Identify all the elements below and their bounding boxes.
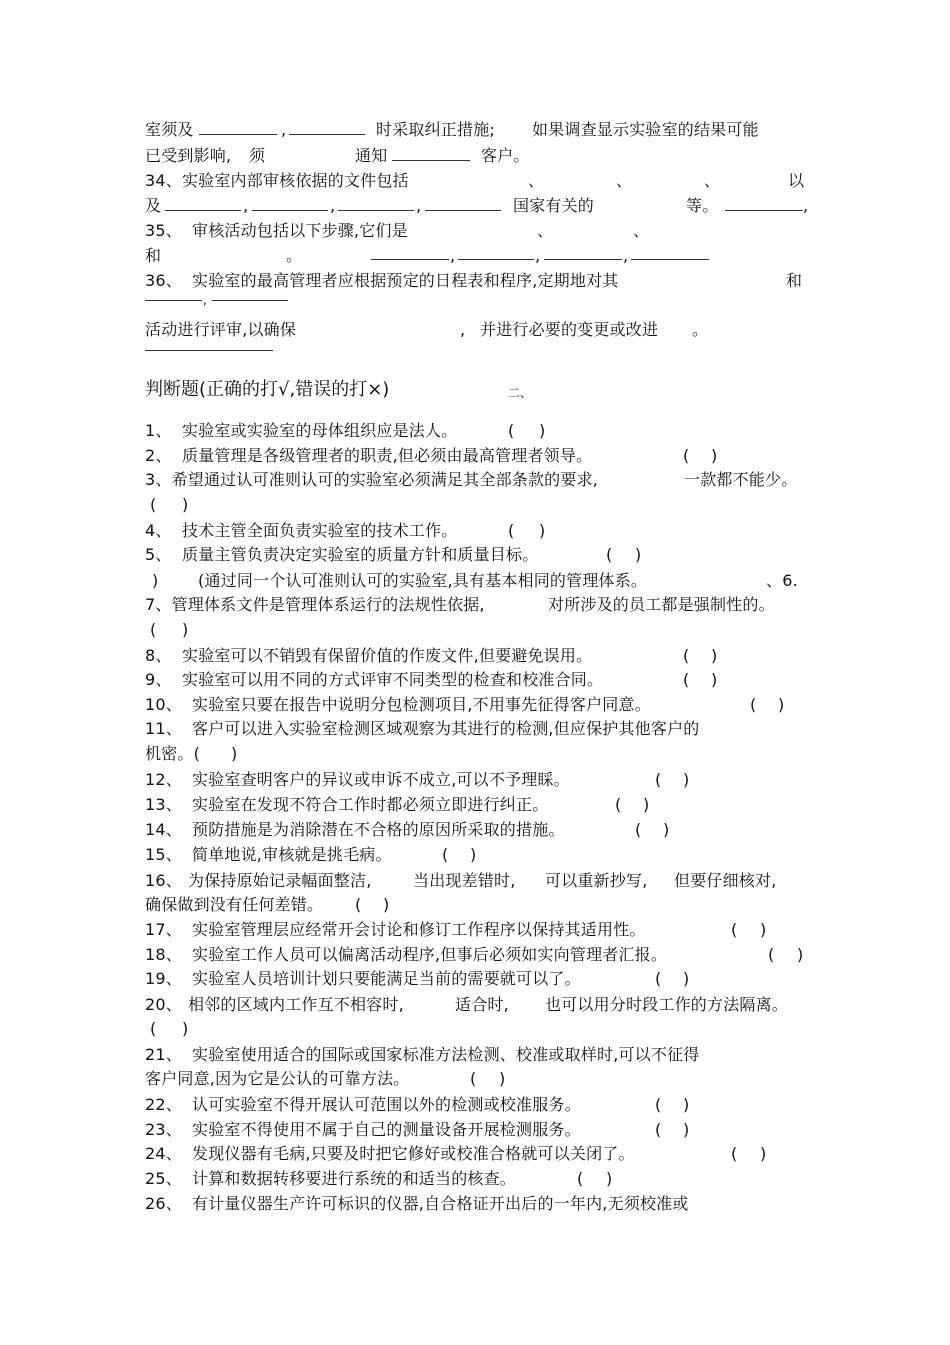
question-text: 但要仔细核对, [674,871,777,890]
blank-line [392,160,470,161]
question-text: 当出现差错时, [413,871,516,890]
question-text: 实验室人员培训计划只要能满足当前的需要就可以了。 [192,969,581,988]
question-number: 9、 [145,670,172,689]
question-number: 21、 [145,1045,182,1064]
text-segment: , [203,293,207,307]
question-34: 34、实验室内部审核依据的文件包括 [145,171,409,190]
question-text: 也可以用分时段工作的方法隔离。 [545,995,789,1014]
question-text: 实验室可以用不同的方式评审不同类型的检查和校准合同。 [182,670,604,689]
question-number: 19、 [145,969,182,988]
answer-paren-close: ) [683,770,690,789]
text-segment: 活动进行评审,以确保 [145,320,297,339]
question-35: 35、 [145,221,182,240]
answer-paren-close: ) [760,1144,767,1163]
answer-paren-close: ) [182,495,189,514]
answer-paren-open: ( [655,969,662,988]
question-text: 机密。( [145,744,201,763]
question-text: 实验室只要在报告中说明分包检测项目,不用事先征得客户同意。 [192,695,651,714]
blank-line [289,134,365,135]
question-text: 为保持原始记录幅面整洁, [188,871,372,890]
section-title: 判断题(正确的打√,错误的打×) [145,379,390,400]
section-number: 二、 [508,386,533,400]
answer-paren-open: ( [655,1095,662,1114]
text-segment: , [460,320,466,339]
text-segment: 、 [537,221,554,240]
text-segment: , [416,196,422,215]
question-number: 16、 [145,871,182,890]
question-text: 实验室管理层应经常开会讨论和修订工作程序以保持其适用性。 [192,920,646,939]
answer-paren-open: ( [615,795,622,814]
blank-line [544,259,622,260]
question-text: 实验室不得使用不属于自己的测量设备开展检测服务。 [192,1120,581,1139]
question-number: 8、 [145,646,172,665]
question-text: 实验室查明客户的异议或申诉不成立,可以不予理睬。 [192,770,570,789]
question-number: 25、 [145,1169,182,1188]
question-text: (通过同一个认可准则认可的实验室,具有基本相同的管理体系。 [198,571,648,590]
answer-paren-close: ) [383,895,390,914]
text-segment: , [535,246,541,265]
blank-line [371,259,449,260]
blank-line [425,210,501,211]
question-number: 17、 [145,920,182,939]
text-segment: 及 [145,196,162,215]
answer-paren-open: ( [355,895,362,914]
question-number: 18、 [145,945,182,964]
text-segment: 客户。 [481,146,530,165]
answer-paren-open: ( [655,1120,662,1139]
question-text: 确保做到没有任何差错。 [145,895,324,914]
question-number: 5、 [145,545,172,564]
question-text: 简单地说,审核就是挑毛病。 [192,845,392,864]
question-number: 4、 [145,521,172,540]
text-segment: 、 [528,171,545,190]
text-segment: 国家有关的 [513,196,595,215]
question-text: 相邻的区域内工作互不相容时, [188,995,404,1014]
question-text: 预防措施是为消除潜在不合格的原因所采取的措施。 [192,820,565,839]
answer-paren-open: ( [508,421,515,440]
question-text: 实验室可以不销毁有保留价值的作废文件,但要避免误用。 [182,646,593,665]
blank-line [458,259,534,260]
question-text: 实验室使用适合的国际或国家标准方法检测、校准或取样时,可以不征得 [192,1045,700,1064]
text-segment: 。 [286,246,303,265]
text-segment: , [450,246,456,265]
text-segment: , [243,196,249,215]
question-text: 计算和数据转移要进行系统的和适当的核查。 [192,1169,517,1188]
answer-paren-close: ) [683,1120,690,1139]
question-text: 有计量仪器生产许可标识的仪器,自合格证开出后的一年内,无须校准或 [192,1194,689,1213]
answer-paren-open: ( [470,1069,477,1088]
answer-paren-open: ( [442,845,449,864]
question-text: 实验室或实验室的母体组织应是法人。 [182,421,458,440]
answer-paren-open: ( [655,770,662,789]
question-number: 11、 [145,719,182,738]
question-number: 2、 [145,446,172,465]
question-text: 认可实验室不得开展认可范围以外的检测或校准服务。 [192,1095,581,1114]
answer-paren-close: ) [182,1019,189,1038]
answer-paren-close: ) [760,920,767,939]
answer-paren-open: ( [150,620,157,639]
answer-paren-close: ) [778,695,785,714]
answer-paren-close: ) [797,945,804,964]
text-segment: 通知 [355,146,388,165]
blank-line [212,300,288,301]
answer-paren-close: ) [711,646,718,665]
question-text: 7、管理体系文件是管理体系运行的法规性依据, [145,595,485,614]
text-segment: , [281,120,287,139]
text-segment: 、 [633,221,650,240]
question-number: 22、 [145,1095,182,1114]
answer-paren-close: ) [711,670,718,689]
answer-paren-close: ) [231,744,238,763]
text-segment: 和 [145,246,162,265]
blank-line [252,210,328,211]
answer-paren-close: ) [470,845,477,864]
question-text: 一款都不能少。 [684,470,798,489]
question-number: 12、 [145,770,182,789]
text-segment: 审核活动包括以下步骤,它们是 [192,221,408,240]
question-number: 20、 [145,995,182,1014]
question-number: 23、 [145,1120,182,1139]
question-number: 13、 [145,795,182,814]
text-segment: 室须及 [145,120,194,139]
answer-paren-open: ( [150,1019,157,1038]
answer-paren-open: ( [683,446,690,465]
question-number: 15、 [145,845,182,864]
answer-paren-close: ) [606,1169,613,1188]
answer-paren-close: ) [182,620,189,639]
blank-line [725,210,803,211]
question-text: 3、希望通过认可准则认可的实验室必须满足其全部条款的要求, [145,470,599,489]
question-text: 发现仪器有毛病,只要及时把它修好或校准合格就可以关闭了。 [192,1144,635,1163]
answer-paren-open: ( [768,945,775,964]
blank-line [145,350,273,351]
question-text: 客户同意,因为它是公认的可靠方法。 [145,1069,410,1088]
question-text: 实验室在发现不符合工作时都必须立即进行纠正。 [192,795,549,814]
text-segment: 并进行必要的变更或改进 [480,320,659,339]
answer-paren-close: ) [643,795,650,814]
text-segment: 如果调查显示实验室的结果可能 [532,120,759,139]
answer-paren-open: ( [750,695,757,714]
question-number: 26、 [145,1194,182,1213]
text-segment: 、 [704,171,721,190]
question-number: 、6. [766,571,798,590]
text-segment: , [803,196,809,215]
answer-paren-open: ( [731,1144,738,1163]
answer-paren-close: ) [499,1069,506,1088]
question-text: 技术主管全面负责实验室的技术工作。 [182,521,458,540]
question-number: 10、 [145,695,182,714]
answer-paren-close: ) [539,521,546,540]
question-text: 客户可以进入实验室检测区域观察为其进行的检测,但应保护其他客户的 [192,719,700,738]
text-segment: 实验室的最高管理者应根据预定的日程表和程序,定期地对其 [192,271,619,290]
blank-line [631,259,709,260]
answer-paren-open: ( [731,920,738,939]
question-number: 24、 [145,1144,182,1163]
question-text: 适合时, [455,995,509,1014]
blank-line [165,210,241,211]
text-segment: 须 [249,146,266,165]
answer-paren-close: ) [683,1095,690,1114]
text-segment: 和 [786,271,803,290]
answer-paren-close: ) [663,820,670,839]
answer-paren-open: ( [635,820,642,839]
text-segment: , [330,196,336,215]
question-text: 质量主管负责决定实验室的质量方针和质量目标。 [182,545,539,564]
text-segment: 等。 [686,196,719,215]
text-segment: 时采取纠正措施; [376,120,495,139]
answer-paren-open: ( [683,646,690,665]
question-text: 实验室工作人员可以偏离活动程序,但事后必须如实向管理者汇报。 [192,945,668,964]
answer-paren-close: ) [152,571,159,590]
answer-paren-open: ( [150,495,157,514]
question-text: 对所涉及的员工都是强制性的。 [548,595,775,614]
answer-paren-open: ( [683,670,690,689]
blank-line [145,300,202,301]
text-segment: 。 [692,320,709,339]
question-text: 可以重新抄写, [545,871,648,890]
question-36: 36、 [145,271,182,290]
question-number: 14、 [145,820,182,839]
text-segment: , [623,246,629,265]
blank-line [338,210,414,211]
answer-paren-open: ( [606,545,613,564]
text-segment: 已受到影响, [145,146,232,165]
question-number: 1、 [145,421,172,440]
answer-paren-open: ( [577,1169,584,1188]
answer-paren-close: ) [635,545,642,564]
answer-paren-open: ( [508,521,515,540]
answer-paren-close: ) [539,421,546,440]
text-segment: 、 [616,171,633,190]
text-segment: 以 [788,171,805,190]
answer-paren-close: ) [711,446,718,465]
question-text: 质量管理是各级管理者的职责,但必须由最高管理者领导。 [182,446,593,465]
answer-paren-close: ) [683,969,690,988]
blank-line [199,134,277,135]
